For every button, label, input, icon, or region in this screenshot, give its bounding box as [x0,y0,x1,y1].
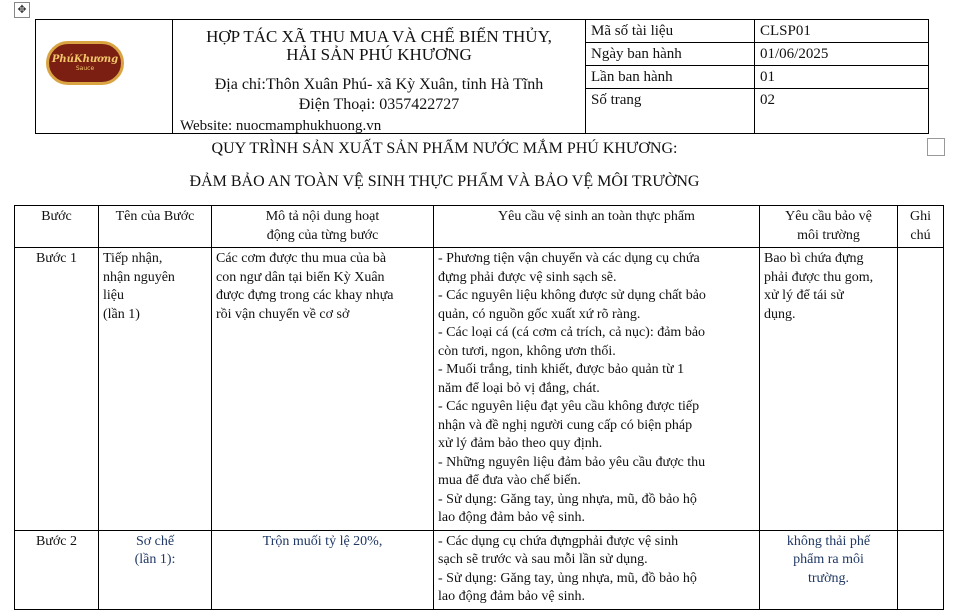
issue-number-value: 01 [755,66,929,89]
row-environment: không thải phế phẩm ra môi trường. [760,530,898,609]
row-note [898,248,944,531]
header-step: Bước [15,206,99,248]
row-description: Trộn muối tỷ lệ 20%, [212,530,434,609]
page-count-value: 02 [755,89,929,134]
company-address: Địa chỉ:Thôn Xuân Phú- xã Kỳ Xuân, tỉnh Hà Tĩnh Điện Thoại: 0357422727 [173,75,585,115]
table-row [15,530,944,609]
issue-number-label: Lần ban hành [586,66,755,89]
row-step: Bước 2 [15,530,99,609]
document-subtitle: ĐẢM BẢO AN TOÀN VỆ SINH THỰC PHẨM VÀ BẢO VỆ MÔI TRƯỜNG [189,173,700,190]
company-phone: Điện Thoại: 0357422727 [298,96,460,113]
row-environment: Bao bì chứa đựng phải được thu gom, xử lý để tái sử dụng. [760,248,898,531]
row-step-name: Tiếp nhận, nhận nguyên liệu (lần 1) [99,248,212,531]
company-logo: PhúKhương Sauce [46,41,124,85]
header-description: Mô tả nội dung hoạt động của từng bước [212,206,434,248]
header-note: Ghi chú [898,206,944,248]
doc-code-label: Mã số tài liệu [586,20,755,43]
header-hygiene: Yêu cầu vệ sinh an toàn thực phẩm [434,206,760,248]
table-header-row [15,206,944,248]
company-website: Website: nuocmamphukhuong.vn [180,118,382,134]
company-info [173,20,586,134]
table-row [15,248,944,531]
row-hygiene: - Các dụng cụ chứa đựngphải được vệ sinh sạch sẽ trước và sau mỗi lần sử dụng. - Sử dụng: Găng tay, ủng nhựa, mũ, đồ bảo hộ lao động đảm bảo vệ sinh. [434,530,760,609]
table-move-handle-icon[interactable]: ✥ [14,2,30,18]
issue-date-value: 01/06/2025 [755,43,929,66]
header-step-name: Tên của Bước [99,206,212,248]
row-note [898,530,944,609]
issue-date-label: Ngày ban hành [586,43,755,66]
doc-code-value: CLSP01 [755,20,929,43]
row-description: Các cơm được thu mua của bà con ngư dân tại biển Kỳ Xuân được đựng trong các khay nhựa rồi vận chuyển về cơ sở [212,248,434,531]
row-hygiene: - Phương tiện vận chuyển và các dụng cụ chứa đựng phải được vệ sinh sạch sẽ. - Các nguyên liệu không được sử dụng chất bảo quản, có nguồn gốc xuất xứ rõ ràng. - Các loại cá (cá cơm cả trích, cả nục): đảm bảo còn tươi, ngon, không ươn thối. - Muối trắng, tinh khiết, được bảo quản từ 1 năm để loại bỏ vị đắng, chát. - Các nguyên liệu đạt yêu cầu không được tiếp nhận và đề nghị người cung cấp có biện pháp xử lý đảm bảo theo quy định. - Những nguyên liệu đảm bảo yêu cầu được thu mua để đưa vào chế biến. - Sử dụng: Găng tay, ủng nhựa, mũ, đồ bảo hộ lao động đảm bảo vệ sinh. [434,248,760,531]
document-header [35,19,929,134]
process-table [14,205,944,610]
document-title: QUY TRÌNH SẢN XUẤT SẢN PHẨM NƯỚC MẮM PHÚ KHƯƠNG: [211,140,678,157]
row-step: Bước 1 [15,248,99,531]
logo-cell [36,20,173,134]
page-count-label: Số trang [586,89,755,134]
company-name: HỢP TÁC XÃ THU MUA VÀ CHẾ BIẾN THỦY, HẢI SẢN PHÚ KHƯƠNG [206,27,552,64]
row-step-name: Sơ chế (lần 1): [99,530,212,609]
header-environment: Yêu cầu bảo vệ môi trường [760,206,898,248]
resize-handle-icon[interactable] [927,138,945,156]
